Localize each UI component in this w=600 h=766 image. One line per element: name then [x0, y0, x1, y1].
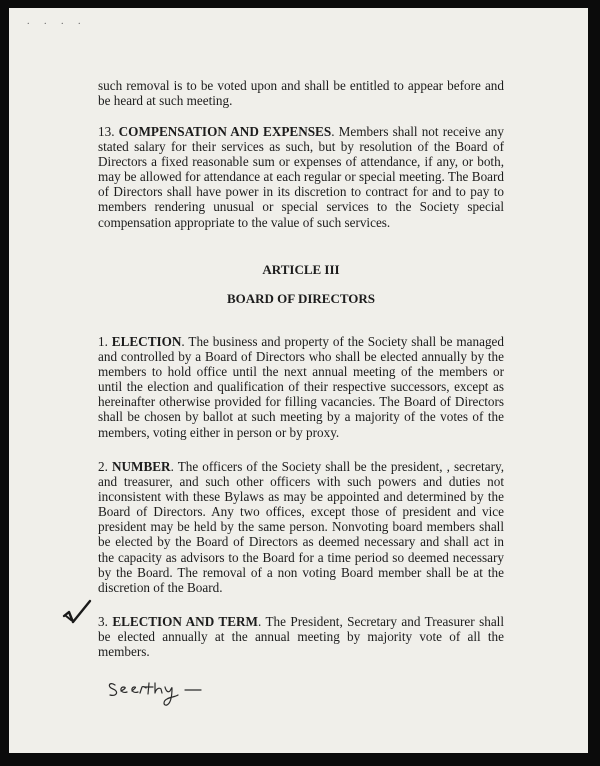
section-body: The officers of the Society shall be the president, , secretary, and treasurer, and such other officers with such powers and duties not inconsistent with these Bylaws as may be appointed and determined by the Board of Directors. Any two offices, except those of president and vice president may be held by the same person. Nonvoting board members shall be elected by the Board of Directors as deemed necessary and shall act in the capacity as advisors to the Board for a time period so deemed necessary by the Board. The removal of a non voting Board member shall be at the discretion of the Board.: [98, 459, 504, 595]
article-title: ARTICLE III: [262, 262, 340, 277]
handwritten-note-secretary: [105, 675, 215, 713]
section-body: The business and property of the Society shall be managed and controlled by a Board of Directors who shall be elected annually by the members to hold office until the next annual meeting of the members or until the election and qualification of their respective successors, except as hereinafter otherwise provided for filling vacancies. The Board of Directors shall be chosen by ballot at such meeting by a majority of the votes of the members, voting either in person or by proxy.: [98, 334, 505, 440]
handwritten-checkmark-icon: [61, 598, 93, 630]
section-body: The President, Secretary and Treasurer shall be elected annually at the annual meeting by majority vote of all the members.: [98, 614, 504, 660]
section-13-compensation: 13. COMPENSATION AND EXPENSES. Members shall not receive any stated salary for their services as such, but by resolution of the Board of Directors a fixed reasonable sum or expenses of attendance, if any, or both, may be allowed for attendance at each regular or special meeting. The Board of Directors shall have power in its discretion to contract for and to pay to members rendering unusual or special services to the Society special compensation appropriate to the value of such services.: [98, 124, 504, 230]
section-number: 2.: [98, 459, 108, 474]
section-heading: NUMBER: [111, 459, 171, 474]
article-subtitle: BOARD OF DIRECTORS: [226, 291, 376, 306]
section-body: Members shall not receive any stated salary for their services as such, but by resolution of the Board of Directors a fixed reasonable sum or expenses of attendance, if any, or both, may be allowed for attendance at each regular or special meeting. The Board of Directors shall have power in its discretion to contract for and to pay to members rendering unusual or special services to the Society special compensation appropriate to the value of such services.: [98, 124, 504, 230]
document-page: [9, 8, 588, 753]
section-number: 1.: [98, 334, 108, 349]
section-heading: ELECTION AND TERM: [112, 614, 258, 629]
page-marks: . . . .: [27, 16, 87, 27]
section-number: 13.: [98, 124, 115, 139]
paragraph-removal: such removal is to be voted upon and shall be entitled to appear before and be heard at such meeting.: [98, 78, 504, 109]
section-2-number: 2. NUMBER. The officers of the Society shall be the president, , secretary, and treasurer, and such other officers with such powers and duties not inconsistent with these Bylaws as may be appointed and determined by the Board of Directors. Any two offices, except those of president and vice president may be held by the same person. Nonvoting board members shall be elected by the Board of Directors as deemed necessary and shall act in the capacity as advisors to the Board for a time period so deemed necessary by the Board. The removal of a non voting Board member shall be at the discretion of the Board.: [98, 459, 504, 595]
section-1-election: 1. ELECTION. The business and property of the Society shall be managed and controlled by a Board of Directors who shall be elected annually by the members to hold office until the next annual meeting of the members or until the election and qualification of their respective successors, except as hereinafter otherwise provided for filling vacancies. The Board of Directors shall be chosen by ballot at such meeting by a majority of the votes of the members, voting either in person or by proxy.: [98, 334, 505, 440]
section-3-election-term: 3. ELECTION AND TERM. The President, Secretary and Treasurer shall be elected annually at the annual meeting by majority vote of all the members.: [98, 614, 504, 660]
section-heading: COMPENSATION AND EXPENSES: [118, 124, 332, 139]
section-heading: ELECTION: [111, 334, 182, 349]
section-number: 3.: [98, 614, 108, 629]
